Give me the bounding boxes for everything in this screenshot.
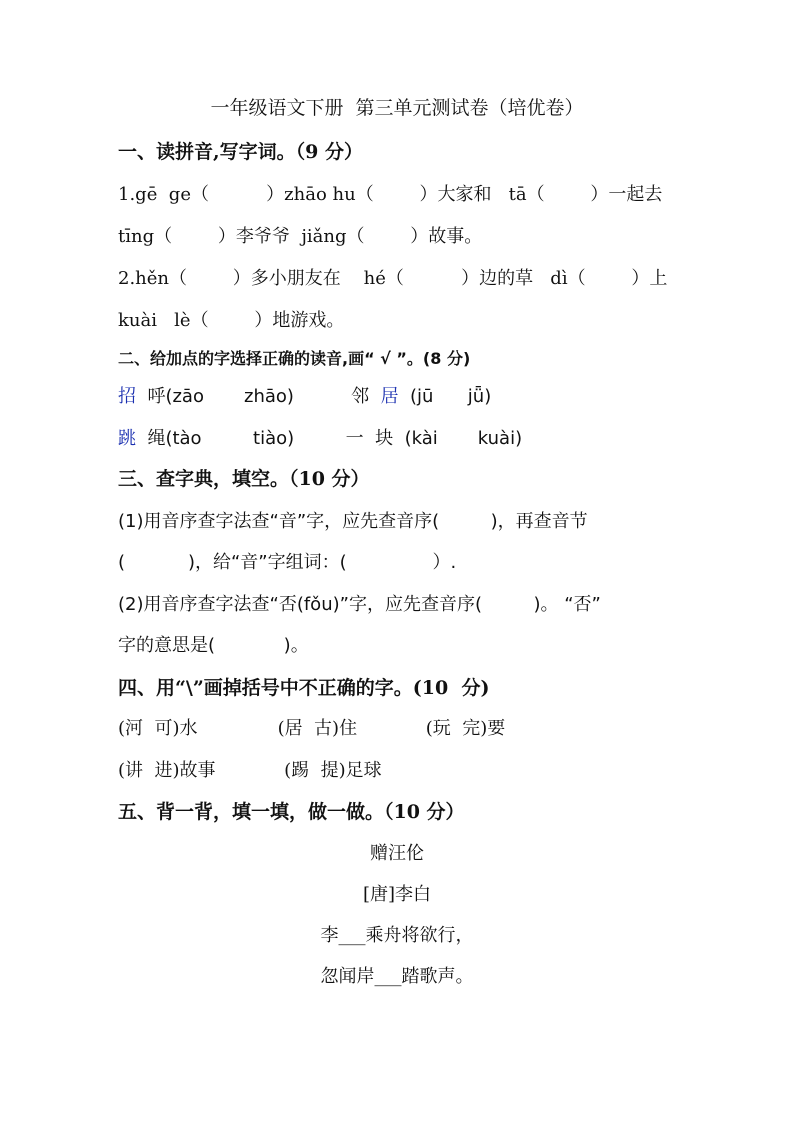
section-3-line-2: ( )，给“音”字组词：( ）. [118, 552, 457, 573]
section-3-heading: 三、查字典，填空。（10 分） [118, 468, 370, 490]
dotted-char-ju: 居 [380, 386, 399, 407]
section-2-heading: 二、给加点的字选择正确的读音,画“ √ ”。(8 分) [118, 349, 471, 368]
section-2-row-2-text: 绳(tào tiào) 一 块 (kài kuài) [136, 428, 523, 449]
section-5-heading: 五、背一背，填一填，做一做。（10 分） [118, 801, 465, 823]
section-2-row-1-text-a: 呼(zāo zhāo) 邻 [136, 386, 381, 407]
section-4-line-1: (河 可)水 (居 古)住 (玩 完)要 [118, 718, 506, 739]
section-3-line-4: 字的意思是( )。 [118, 635, 309, 656]
section-2-row-1 [118, 382, 794, 408]
poem-title: 赠汪伦 [370, 843, 424, 864]
dotted-char-tiao: 跳 [118, 428, 136, 449]
section-1-line-3: 2.hěn（ ）多小朋友在 hé（ ）边的草 dì（ ）上 [118, 268, 668, 289]
section-1-heading: 一、读拼音,写字词。（9 分） [118, 141, 363, 163]
dotted-char-zhao: 招 [118, 386, 136, 407]
section-1-line-4: kuài lè（ ）地游戏。 [118, 310, 345, 331]
section-2-row-2 [118, 424, 794, 450]
section-1-line-1: 1.gē ge（ ）zhāo hu（ ）大家和 tā（ ）一起去 [118, 184, 663, 205]
section-4-line-2: (讲 进)故事 (踢 提)足球 [118, 760, 382, 781]
section-3-line-3: (2)用音序查字法查“否(fǒu)”字，应先查音序( )。 “否” [118, 594, 601, 615]
section-4-heading: 四、用“\”画掉括号中不正确的字。(10 分) [118, 677, 490, 699]
section-2-row-1-text-b: (jū jǖ) [398, 386, 492, 407]
poem-line-2: 忽闻岸___踏歌声。 [320, 966, 474, 987]
page-title: 一年级语文下册 第三单元测试卷（培优卷） [210, 97, 584, 119]
section-3-line-1: (1)用音序查字法查“音”字，应先查音序( )，再查音节 [118, 511, 588, 532]
section-1-line-2: tīng（ ）李爷爷 jiǎng（ ）故事。 [118, 226, 483, 247]
poem-line-1: 李___乘舟将欲行， [320, 925, 474, 946]
poem-author: [唐]李白 [362, 884, 432, 905]
